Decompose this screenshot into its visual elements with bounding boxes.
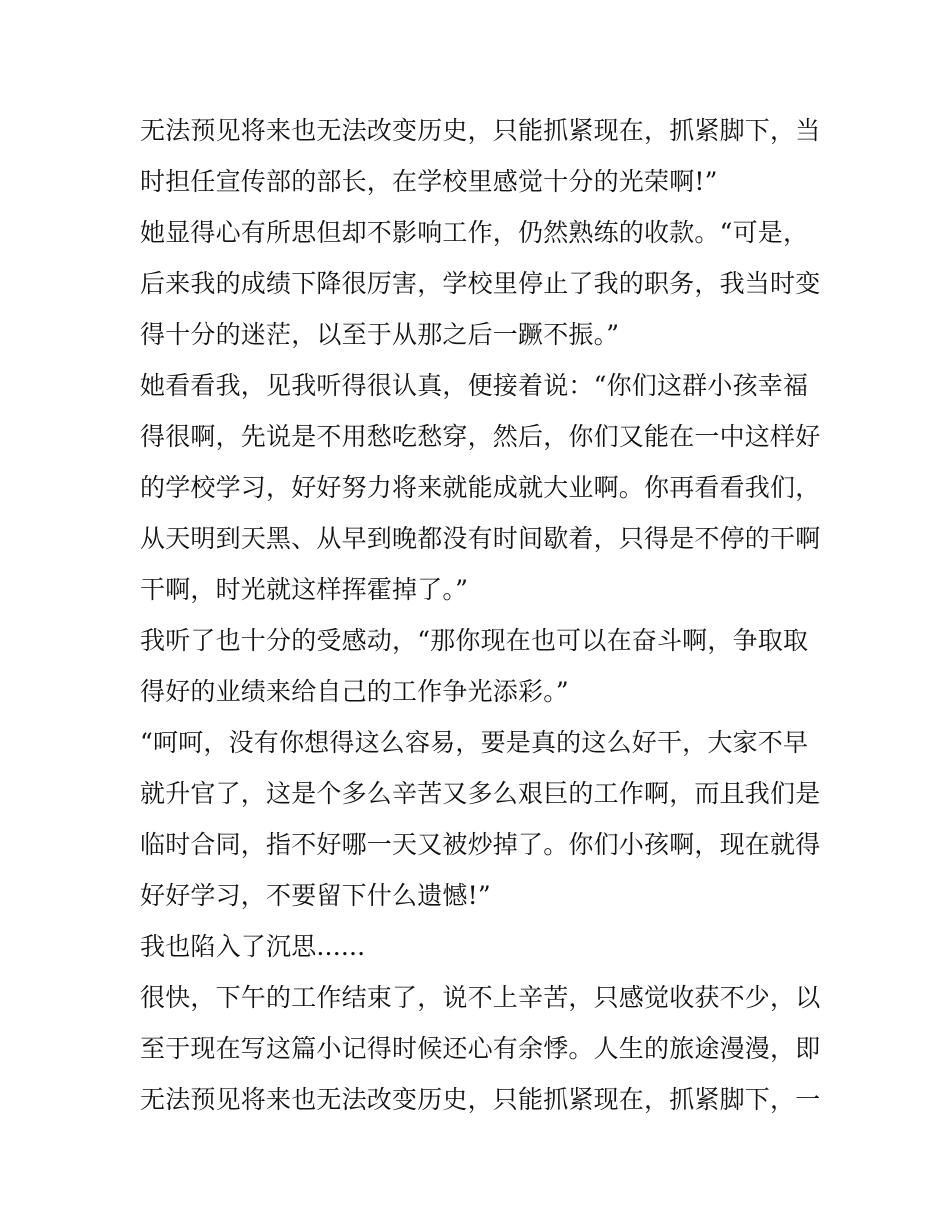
text-line-12: 得好的业绩来给自己的工作争光添彩。” xyxy=(140,677,569,706)
text-line-8: 的学校学习，好好努力将来就能成就大业啊。你再看看我们， xyxy=(140,473,821,502)
text-line-9: 从天明到天黑、从早到晚都没有时间歇着，只得是不停的干啊 xyxy=(140,524,821,553)
text-line-2: 时担任宣传部的部长，在学校里感觉十分的光荣啊!” xyxy=(140,167,718,196)
text-line-11: 我听了也十分的受感动，“那你现在也可以在奋斗啊，争取取 xyxy=(140,626,809,655)
text-line-1: 无法预见将来也无法改变历史，只能抓紧现在，抓紧脚下，当 xyxy=(140,116,821,145)
body-text xyxy=(140,105,820,1125)
text-line-4: 后来我的成绩下降很厉害，学校里停止了我的职务，我当时变 xyxy=(140,269,821,298)
text-line-14: 就升官了，这是个多么辛苦又多么艰巨的工作啊，而且我们是 xyxy=(140,779,821,808)
text-line-6: 她看看我，见我听得很认真，便接着说：“你们这群小孩幸福 xyxy=(140,371,809,400)
text-line-13: “呵呵，没有你想得这么容易，要是真的这么好干，大家不早 xyxy=(140,728,809,757)
text-line-18: 很快，下午的工作结束了，说不上辛苦，只感觉收获不少，以 xyxy=(140,983,821,1012)
text-line-15: 临时合同，指不好哪一天又被炒掉了。你们小孩啊，现在就得 xyxy=(140,830,821,859)
text-line-17: 我也陷入了沉思...... xyxy=(140,932,366,961)
text-line-3: 她显得心有所思但却不影响工作，仍然熟练的收款。“可是， xyxy=(140,218,809,247)
text-line-20: 无法预见将来也无法改变历史，只能抓紧现在，抓紧脚下，一 xyxy=(140,1085,821,1114)
text-line-16: 好好学习，不要留下什么遗憾!” xyxy=(140,881,491,910)
text-line-10: 干啊，时光就这样挥霍掉了。” xyxy=(140,575,469,604)
text-line-7: 得很啊，先说是不用愁吃愁穿，然后，你们又能在一中这样好 xyxy=(140,422,821,451)
text-line-19: 至于现在写这篇小记得时候还心有余悸。人生的旅途漫漫，即 xyxy=(140,1034,821,1063)
text-line-5: 得十分的迷茫，以至于从那之后一蹶不振。” xyxy=(140,320,620,349)
